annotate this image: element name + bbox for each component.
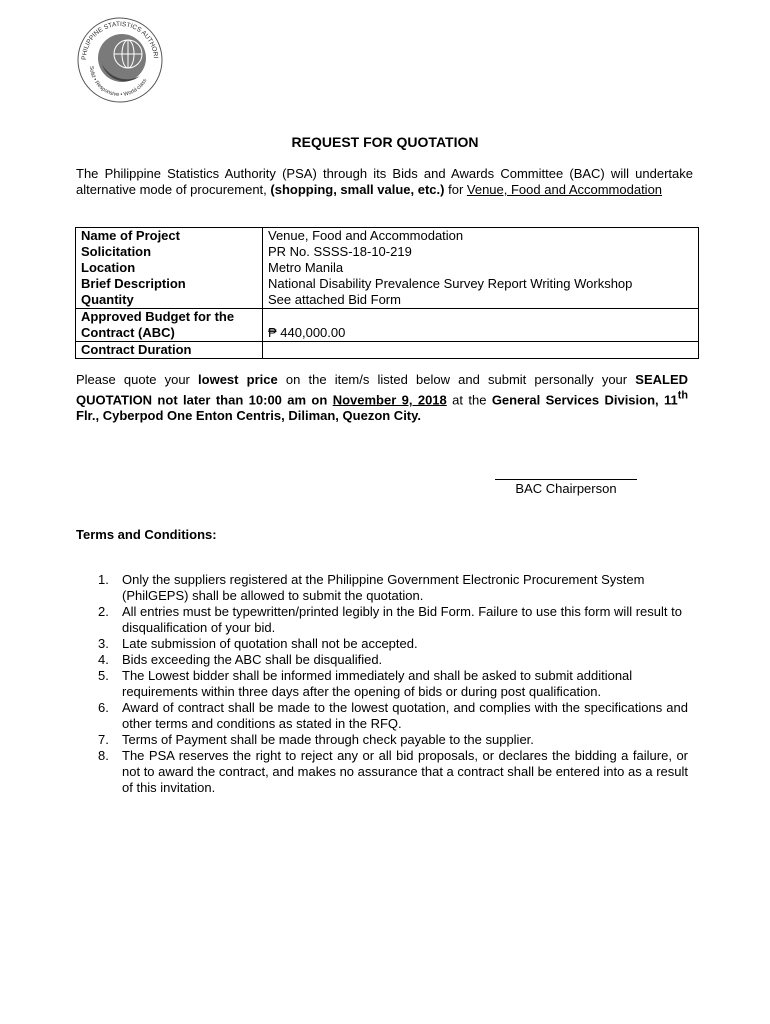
info-row <box>76 342 699 359</box>
terms-item-text: The PSA reserves the right to reject any or all bid proposals, or declares the bidding a failure, or not to award the contract, and makes no assurance that a contract shall be entered into as a result of this invitation. <box>122 748 688 795</box>
terms-item-number: 3. <box>98 636 109 651</box>
terms-list <box>76 572 688 796</box>
info-row <box>76 309 699 342</box>
info-value: National Disability Prevalence Survey Report Writing Workshop <box>263 276 699 292</box>
terms-heading: Terms and Conditions: <box>76 527 217 542</box>
terms-item-text: The Lowest bidder shall be informed immediately and shall be asked to submit additional requirements within three days after the opening of bids or during post qualification. <box>122 668 633 699</box>
info-label: Approved Budget for the Contract (ABC) <box>76 309 263 342</box>
info-value: See attached Bid Form <box>263 292 699 309</box>
info-label: Solicitation <box>76 244 263 260</box>
quote-superscript: th <box>677 390 688 402</box>
terms-item-number: 4. <box>98 652 109 667</box>
intro-text-2: for <box>444 182 467 197</box>
info-label: Name of Project <box>76 228 263 245</box>
info-label: Brief Description <box>76 276 263 292</box>
terms-item <box>76 572 688 604</box>
intro-text: The Philippine Statistics Authority (PSA) through its Bids and Awards Committee (BAC) will undertake alternative mode of procurement, <box>76 166 693 197</box>
info-row <box>76 276 699 292</box>
terms-item-text: Terms of Payment shall be made through check payable to the supplier. <box>122 732 534 747</box>
quote-text-f: at the <box>446 392 492 408</box>
terms-item <box>76 700 688 732</box>
info-value: PR No. SSSS-18-10-219 <box>263 244 699 260</box>
terms-item <box>76 668 688 700</box>
info-row <box>76 228 699 245</box>
signatory-title: BAC Chairperson <box>515 481 617 496</box>
terms-item-text: Bids exceeding the ABC shall be disqualified. <box>122 652 383 667</box>
terms-item-text: Late submission of quotation shall not be accepted. <box>122 636 418 651</box>
terms-item-number: 6. <box>98 700 109 715</box>
terms-item-text: All entries must be typewritten/printed legibly in the Bid Form. Failure to use this form will result to disqualification of your bid. <box>122 604 682 635</box>
intro-project-underlined: Venue, Food and Accommodation <box>466 182 663 197</box>
terms-item <box>76 732 688 748</box>
terms-item-number: 2. <box>98 604 109 619</box>
info-value: ₱ 440,000.00 <box>263 309 699 342</box>
terms-item <box>76 748 688 796</box>
logo-text-top: PHILIPPINE STATISTICS AUTHORI <box>80 20 159 61</box>
logo-text-bottom: Solid • Responsive • World-class <box>87 65 149 99</box>
terms-item <box>76 636 688 652</box>
terms-item-number: 7. <box>98 732 109 747</box>
psa-logo <box>76 16 164 104</box>
terms-item-text: Award of contract shall be made to the lowest quotation, and complies with the specifications and other terms and conditions as stated in the RFQ. <box>122 700 688 731</box>
terms-item-number: 1. <box>98 572 109 587</box>
info-label: Quantity <box>76 292 263 309</box>
info-value: Venue, Food and Accommodation <box>263 228 699 245</box>
quote-bold-address-rest: Flr., Cyberpod One Enton Centris, Diliman, Quezon City. <box>76 408 422 424</box>
page-title: REQUEST FOR QUOTATION <box>291 134 479 150</box>
info-row <box>76 292 699 309</box>
quote-bold-address: General Services Division, 11 <box>491 392 678 408</box>
info-value: Metro Manila <box>263 260 699 276</box>
quote-instructions <box>76 372 688 424</box>
quote-bold-sealed: SEALED QUOTATION not later than 10:00 am on <box>76 372 689 408</box>
info-row <box>76 260 699 276</box>
info-label: Location <box>76 260 263 276</box>
terms-item <box>76 604 688 636</box>
intro-bold: (shopping, small value, etc.) <box>270 182 445 197</box>
project-info-table <box>75 227 699 359</box>
quote-bold-lowest-price: lowest price <box>198 372 278 387</box>
quote-text-a: Please quote your <box>76 372 199 387</box>
terms-item-text: Only the suppliers registered at the Philippine Government Electronic Procurement System (PhilGEPS) shall be allowed to submit the quotation. <box>122 572 645 603</box>
terms-item <box>76 652 688 668</box>
info-label: Contract Duration <box>76 342 263 359</box>
terms-item-number: 8. <box>98 748 109 763</box>
info-row <box>76 244 699 260</box>
quote-text-c: on the item/s listed below and submit personally your <box>277 372 636 387</box>
info-value <box>263 342 699 359</box>
terms-item-number: 5. <box>98 668 109 683</box>
signature-line <box>495 479 637 480</box>
quote-deadline-date: November 9, 2018 <box>332 392 447 408</box>
intro-paragraph <box>76 166 693 198</box>
